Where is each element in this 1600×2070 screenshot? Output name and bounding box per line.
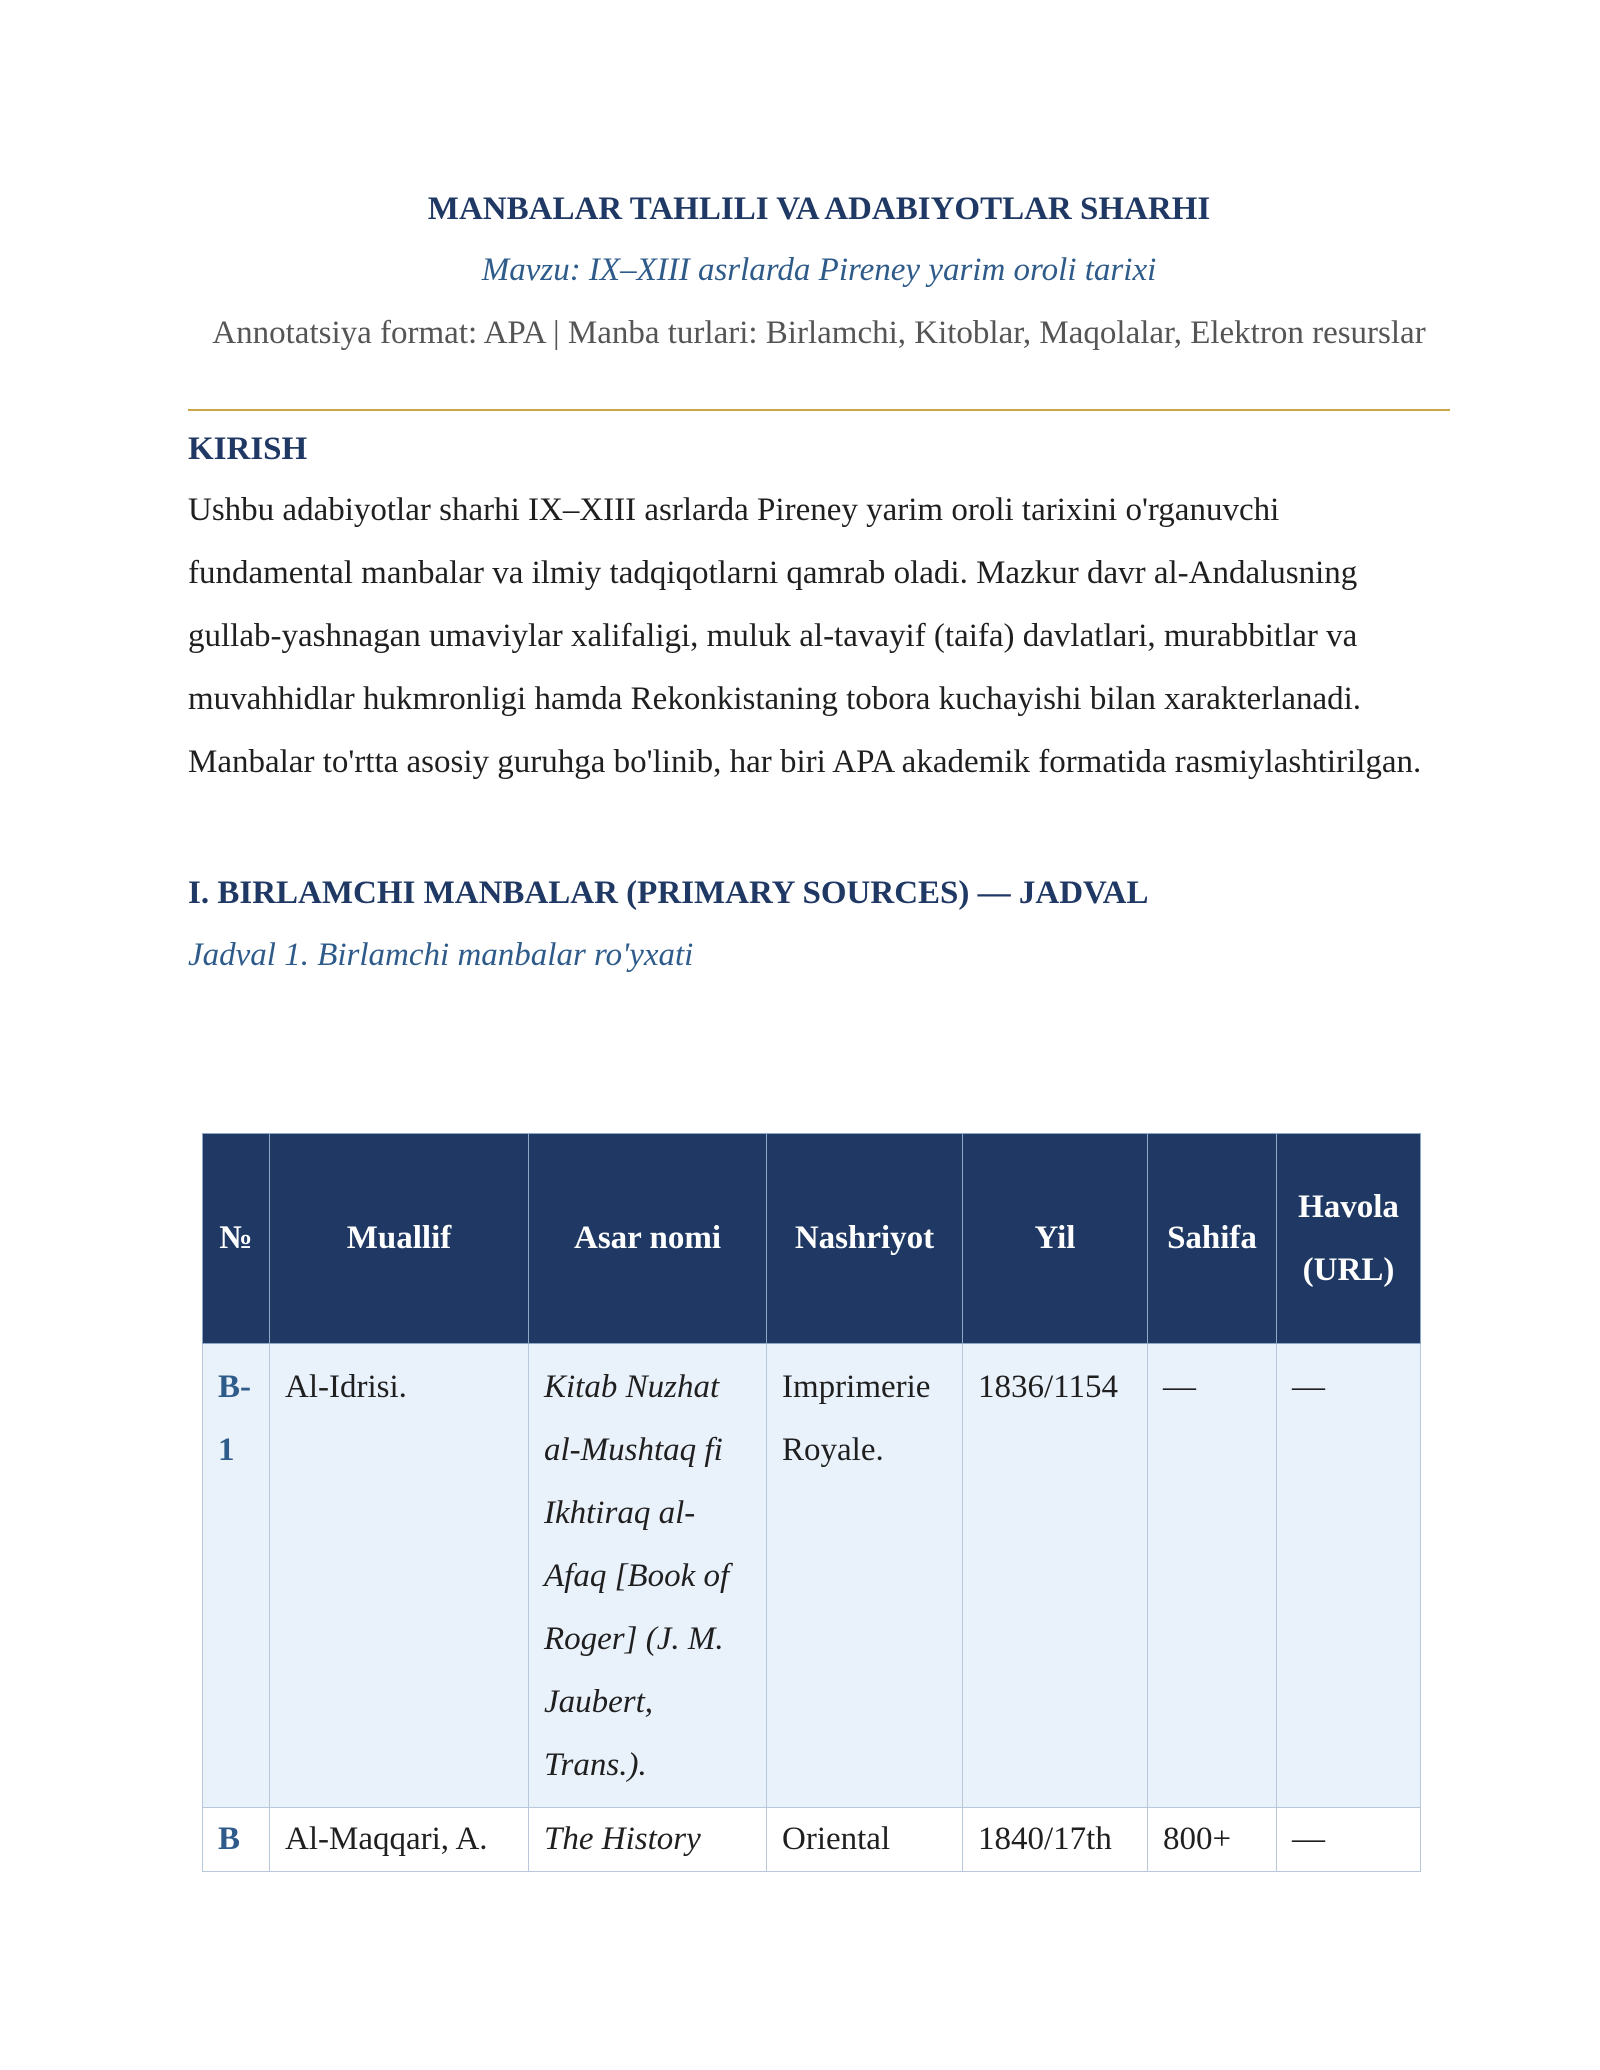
table-header-row <box>203 1134 1421 1344</box>
row-title: Kitab Nuzhat al-Mushtaq fi Ikhtiraq al-Afaq [Book of Roger] (J. M. Jaubert, Trans.). <box>529 1344 767 1808</box>
intro-heading: KIRISH <box>188 431 308 467</box>
table-caption: Jadval 1. Birlamchi manbalar ro'yxati <box>188 937 694 973</box>
row-publisher: Oriental <box>767 1808 963 1872</box>
gold-divider <box>188 409 1450 411</box>
primary-sources-heading: I. BIRLAMCHI MANBALAR (PRIMARY SOURCES) — JADVAL <box>188 875 1149 911</box>
column-header-title: Asar nomi <box>529 1134 767 1344</box>
table-row <box>203 1344 1421 1808</box>
primary-sources-table <box>202 1133 1421 1872</box>
row-publisher: Imprimerie Royale. <box>767 1344 963 1808</box>
row-title: The History <box>529 1808 767 1872</box>
row-pages: 800+ <box>1148 1808 1277 1872</box>
document-subtitle: Mavzu: IX–XIII asrlarda Pireney yarim oroli tarixi <box>481 252 1157 288</box>
row-number: B-1 <box>203 1344 270 1808</box>
row-author: Al-Maqqari, A. <box>270 1808 529 1872</box>
row-year: 1836/1154 <box>963 1344 1148 1808</box>
column-header-pages: Sahifa <box>1148 1134 1277 1344</box>
document-meta: Annotatsiya format: APA | Manba turlari: Birlamchi, Kitoblar, Maqolalar, Elektron resurslar <box>212 315 1426 351</box>
column-header-author: Muallif <box>270 1134 529 1344</box>
document-page <box>188 180 1450 1857</box>
column-header-url: Havola (URL) <box>1277 1134 1421 1344</box>
intro-paragraph: Ushbu adabiyotlar sharhi IX–XIII asrlarda Pireney yarim oroli tarixini o'rganuvchi fundamental manbalar va ilmiy tadqiqotlarni qamrab oladi. Mazkur davr al-Andalusning gullab-yashnagan umaviylar xalifaligi, muluk al-tavayif (taifa) davlatlari, murabbitlar va muvahhidlar hukmronligi hamda Rekonkistaning tobora kuchayishi bilan xarakterlanadi. Manbalar to'rtta asosiy guruhga bo'linib, har biri APA akademik formatida rasmiylashtirilgan. <box>188 492 1422 780</box>
table-row <box>203 1808 1421 1872</box>
column-header-publisher: Nashriyot <box>767 1134 963 1344</box>
column-header-year: Yil <box>963 1134 1148 1344</box>
row-pages: — <box>1148 1344 1277 1808</box>
row-url: — <box>1277 1808 1421 1872</box>
row-number: B <box>203 1808 270 1872</box>
document-title: MANBALAR TAHLILI VA ADABIYOTLAR SHARHI <box>427 191 1211 227</box>
column-header-number: № <box>203 1134 270 1344</box>
row-year: 1840/17th <box>963 1808 1148 1872</box>
row-url: — <box>1277 1344 1421 1808</box>
row-author: Al-Idrisi. <box>270 1344 529 1808</box>
